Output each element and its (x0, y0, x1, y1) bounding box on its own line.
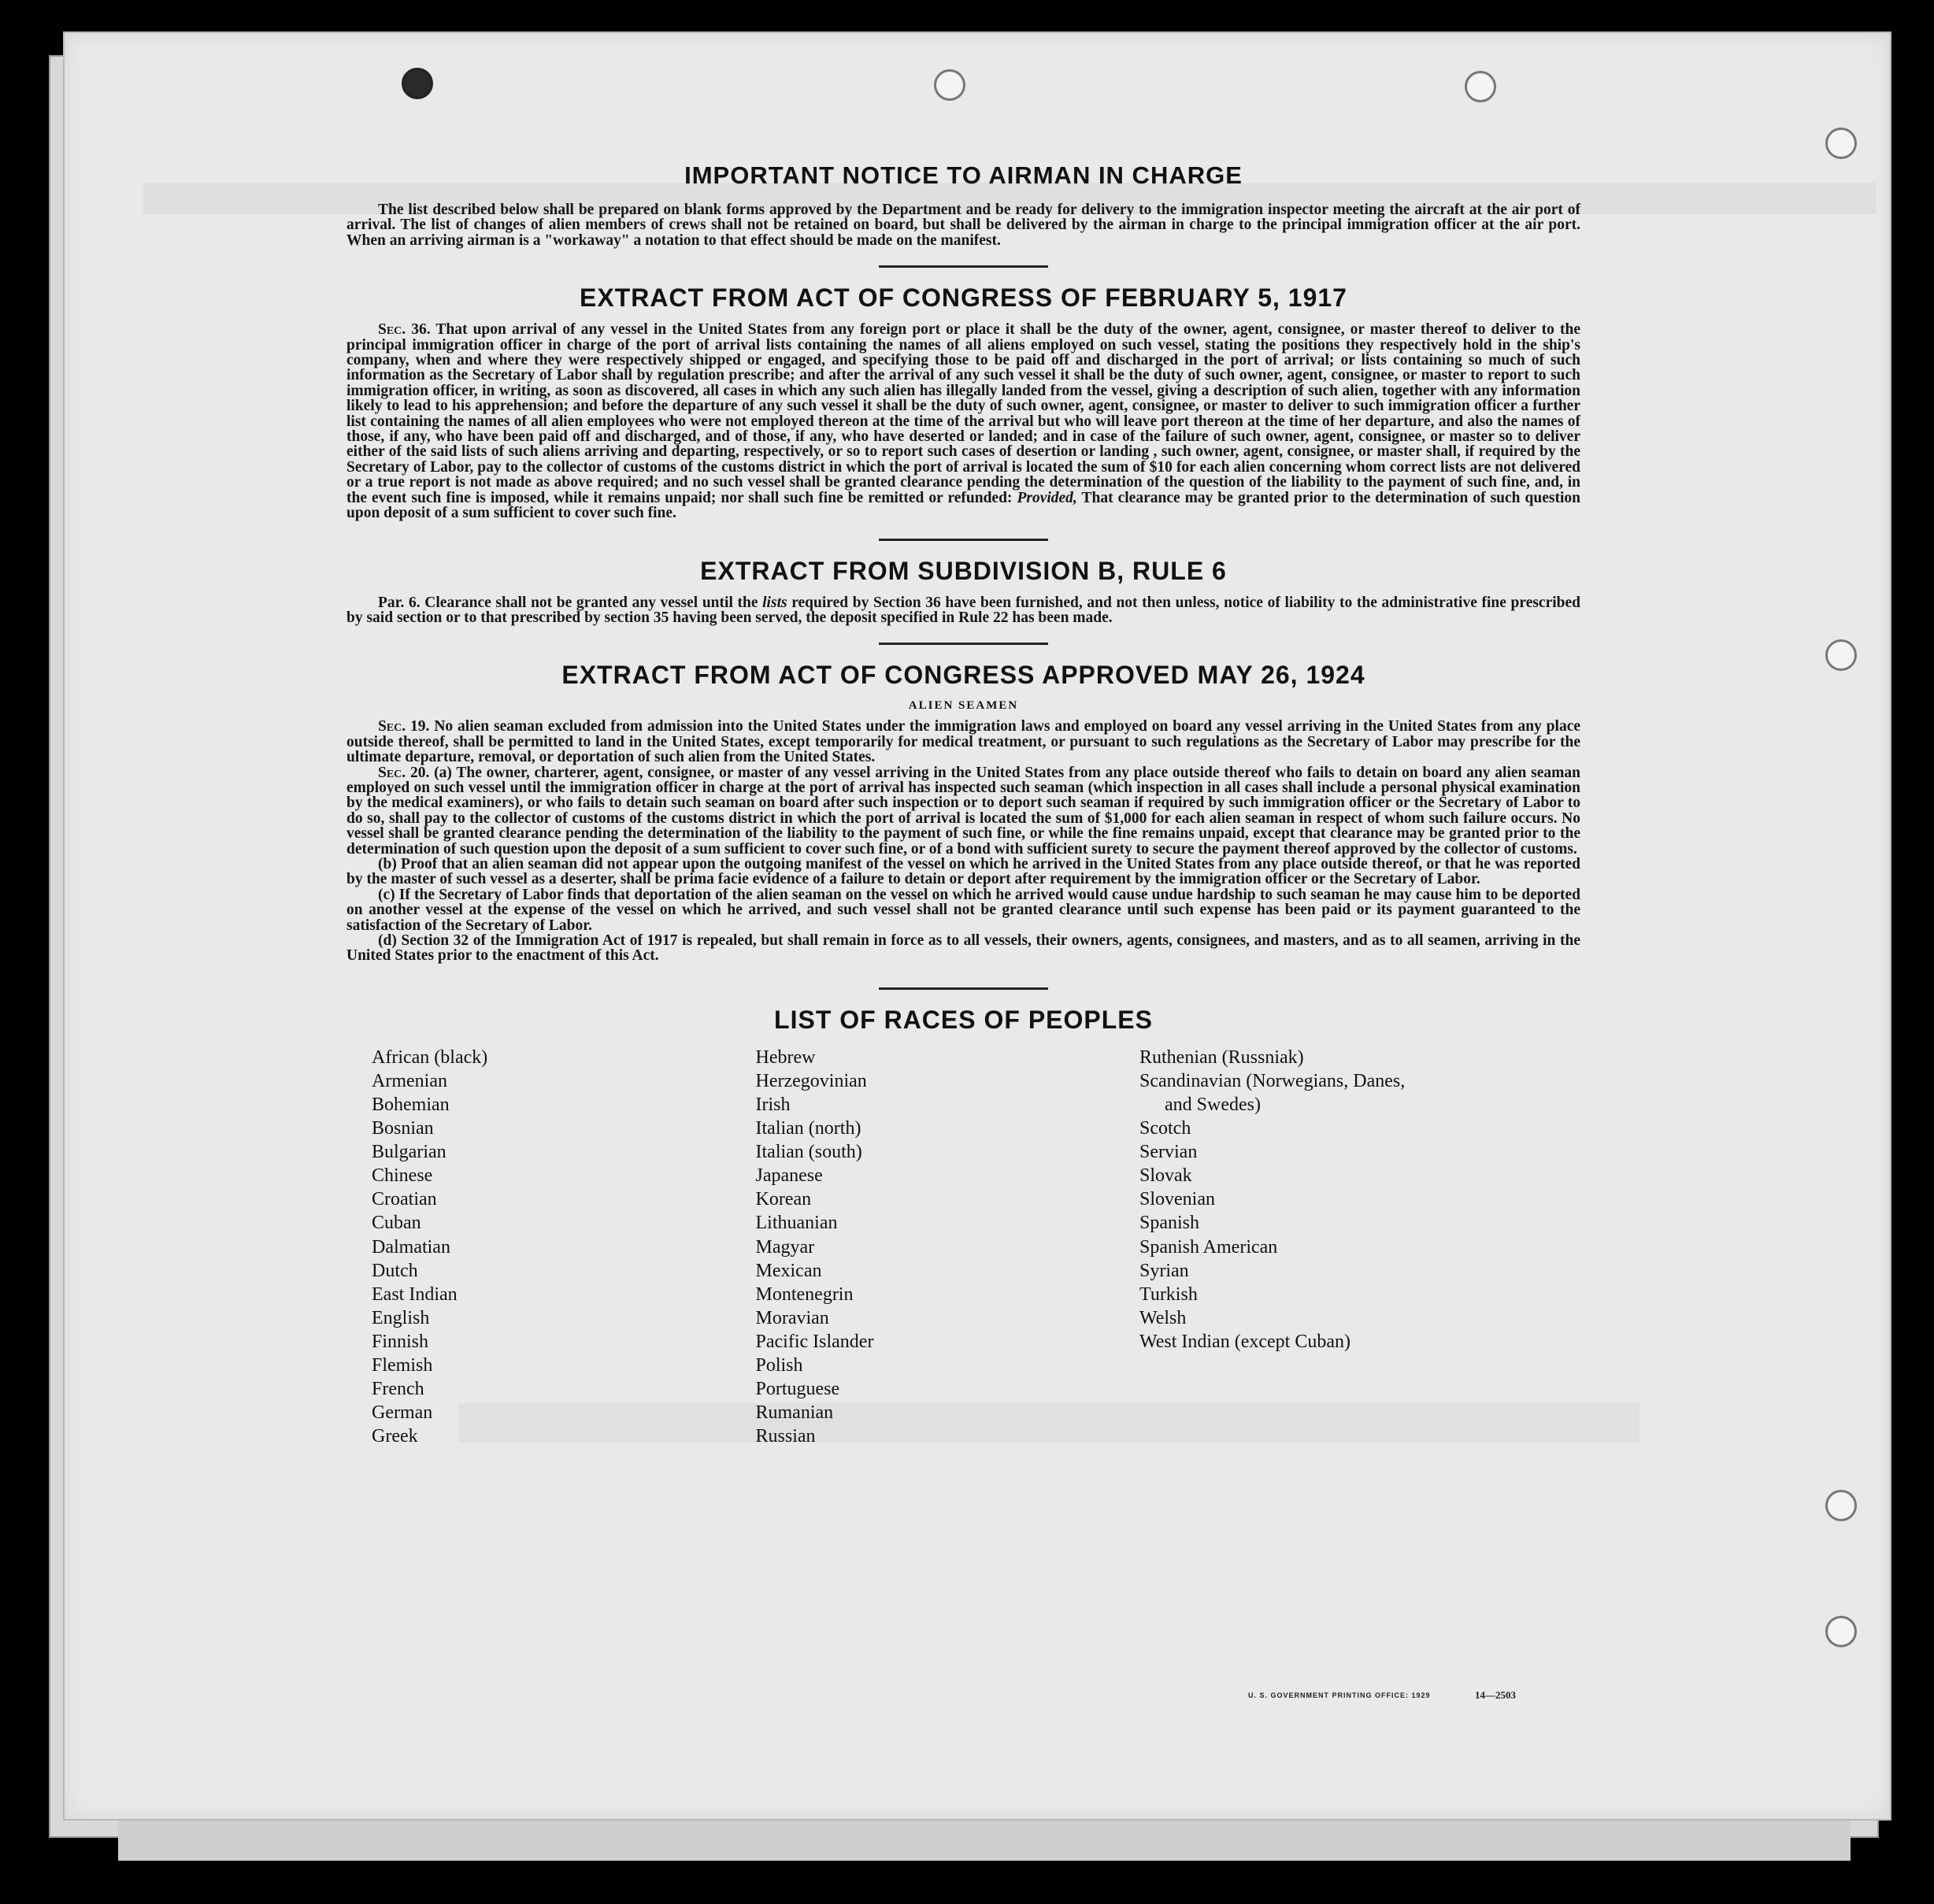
punch-hole (1825, 128, 1857, 159)
races-column-1 (372, 1046, 742, 1449)
race-item: Japanese (755, 1165, 823, 1187)
race-item: Rumanian (755, 1402, 834, 1424)
notice-body: The list described below shall be prepared on blank forms approved by the Department and be ready for delivery to the immigration inspector meeting the aircraft at the air port of arrival. The list of changes of alien members of crews shall not be retained on board, but shall be delivered by the airman in charge to the principal immigration officer at the air port. When an arriving airman is a "workaway" a notation to that effect should be made on the manifest. (346, 202, 1580, 249)
section-text: That clearance may be granted prior to the determination of such question upon deposit of a sum sufficient to cover such fine. (346, 489, 1580, 522)
race-item: Polish (755, 1355, 803, 1376)
divider (879, 265, 1048, 268)
races-list (346, 1046, 1580, 1449)
section-text: (a) The owner, charterer, agent, consignee, or master of any vessel arriving in the United States from any place outside thereof who fails to detain on board any alien seaman employed on such vessel until the immigration officer in charge at the port of arrival has inspected such seaman (which inspection in all cases shall include a personal physical examination by the medical examiners), or who fails to detain such seaman on board after such inspection or to deport such seaman if required by such immigration officer or the Secretary of Labor to do so, shall pay to the collector of customs of the customs district in which the port of arrival is located the sum of $1,000 for each alien seaman in respect of whom such failure occurs. No vessel shall be granted clearance pending the determination of the liability to the payment of such fine, or while the fine remains unpaid, except that clearance may be granted prior to the determination of such question upon the deposit of a sum sufficient to cover such fine, or of a bond with sufficient surety to secure the payment thereof approved by the collector of customs. (346, 764, 1580, 858)
race-item: Italian (north) (755, 1118, 861, 1139)
race-item: Turkish (1139, 1284, 1198, 1305)
race-item: Servian (1139, 1142, 1198, 1163)
race-item: Korean (755, 1189, 812, 1210)
race-item: Dutch (372, 1260, 418, 1281)
race-item: Croatian (372, 1189, 437, 1210)
paragraph-text: Par. 6. Clearance shall not be granted any vessel until the (378, 594, 758, 611)
race-item: Moravian (755, 1307, 829, 1328)
punch-hole (1825, 1616, 1857, 1647)
races-column-3 (1139, 1046, 1580, 1449)
punch-hole (1825, 639, 1857, 671)
race-item: Herzegovinian (755, 1070, 867, 1091)
race-item: French (372, 1379, 424, 1400)
race-item-continued: and Swedes) (1165, 1095, 1261, 1115)
race-item: Syrian (1139, 1260, 1189, 1281)
race-item: Russian (755, 1426, 816, 1447)
race-item: East Indian (372, 1284, 458, 1305)
race-item: Greek (372, 1426, 418, 1447)
race-item: West Indian (except Cuban) (1139, 1331, 1350, 1352)
section-text: That upon arrival of any vessel in the United States from any foreign port or place it shall be the duty of the owner, agent, consignee, or master thereof to deliver to the principal immigration officer in charge of the port of arrival lists containing the names of all aliens employed on such vessel, stating the positions they respectively hold in the ship's company, when and where they were respectively shipped or engaged, and specifying those to be paid off and discharged in the port of arrival; or lists containing so much of such information as the Secretary of Labor shall by regulation prescribe; and after the arrival of any such vessel it shall be the duty of such owner, agent, consignee, or master to report to such immigration officer, in writing, as soon as discovered, all cases in which any such alien has illegally landed from the vessel, giving a description of such alien, together with any information likely to lead to his apprehension; and before the departure of any such vessel it shall be the duty of such owner, agent, consignee, or master to deliver to such immigration officer a further list containing the names of all alien employees who were not employed thereon at the time of the arrival but who will leave port thereon at the time of her departure, and also the names of those, if any, who have been paid off and discharged, and of those, if any, who have deserted or landed; and in case of the failure of such owner, agent, consignee, or master so to deliver either of the said lists of such aliens arriving and departing, respectively, or so to report such cases of desertion or landing , such owner, agent, consignee, or master shall, if required by the Secretary of Labor, pay to the collector of customs of the customs district in which the port of arrival is located the sum of $10 for each alien concerning whom correct lists are not delivered or a true report is not made as above required; and no such vessel shall be granted clearance pending the determination of the question of the liability to the payment of such fine, and, in the event such fine is imposed, while it remains unpaid; nor shall such fine be remitted or refunded: (346, 321, 1581, 506)
act-1917-title: EXTRACT FROM ACT OF CONGRESS OF FEBRUARY 5, 1917 (580, 283, 1347, 313)
race-item: Finnish (372, 1331, 429, 1352)
alien-seamen-subtitle: ALIEN SEAMEN (908, 699, 1019, 713)
act-1924-section-20c: (c) If the Secretary of Labor finds that deportation of the alien seaman on the vessel on which he arrived would cause undue hardship to such seaman he may cause him to be deported on another vessel at the expense of the vessel on which he arrived, and such vessel shall not be granted clearance until such expense has been paid or its payment guaranteed to the satisfaction of the Secretary of Labor. (346, 886, 1580, 934)
race-item: Cuban (372, 1213, 421, 1234)
section-label: Sec. 19. (378, 718, 430, 735)
act-1924-section-20b: (b) Proof that an alien seaman did not appear upon the outgoing manifest of the vessel on which he arrived in the United States from any place outside thereof, or that he was reported by the master of such vessel as a deserter, shall be prima facie evidence of a failure to detain or deport after requirement by the immigration officer or the Secretary of Labor. (346, 855, 1580, 888)
race-item: Italian (south) (755, 1142, 862, 1163)
race-item: Welsh (1139, 1307, 1187, 1328)
race-item: African (black) (372, 1046, 488, 1068)
divider (879, 539, 1048, 541)
act-1924-section-20a (346, 765, 1580, 857)
section-text: No alien seaman excluded from admission into the United States under the immigration laws and employed on board any vessel arriving in the United States from any place outside thereof, shall be permitted to land in the United States, except temporarily for medical treatment, or pursuant to such regulations as the Secretary of Labor may prescribe for the ultimate departure, removal, or deportation of such alien from the United States. (346, 718, 1581, 766)
section-label: Sec. 20. (378, 764, 430, 781)
divider (879, 987, 1048, 990)
race-item: Portuguese (755, 1379, 840, 1400)
race-item: German (372, 1402, 433, 1424)
race-item: Mexican (755, 1260, 822, 1281)
punch-hole (1825, 1490, 1857, 1521)
act-1924-section-20d: (d) Section 32 of the Immigration Act of 1917 is repealed, but shall remain in force as to all vessels, their owners, agents, consignees, and masters, and as to all seamen, arriving in the United States prior to the enactment of this Act. (346, 932, 1580, 965)
race-item: Bulgarian (372, 1142, 446, 1163)
race-item: Irish (755, 1095, 791, 1115)
rule-6-title: EXTRACT FROM SUBDIVISION B, RULE 6 (700, 556, 1227, 585)
race-item: Dalmatian (372, 1236, 450, 1258)
printer-imprint: U. S. GOVERNMENT PRINTING OFFICE: 1929 (1248, 1691, 1431, 1699)
race-item: Scotch (1139, 1118, 1191, 1139)
race-item: Scandinavian (Norwegians, Danes, (1139, 1070, 1406, 1091)
punch-hole (934, 69, 965, 101)
punch-hole (1465, 71, 1496, 102)
race-item: Bohemian (372, 1095, 450, 1115)
notice-title: IMPORTANT NOTICE TO AIRMAN IN CHARGE (684, 161, 1243, 189)
divider (879, 643, 1048, 645)
race-item: English (372, 1307, 430, 1328)
race-item: Spanish American (1139, 1236, 1278, 1258)
punch-hole (402, 68, 433, 99)
paragraph-text: required by Section 36 have been furnished, and not then unless, notice of liability to the administrative fine prescribed by said section or to that prescribed by section 35 having been served, the deposit specified in Rule 22 has been made. (346, 594, 1581, 626)
section-label: Sec. 36. (378, 321, 431, 339)
race-item: Bosnian (372, 1118, 434, 1139)
race-item: Flemish (372, 1355, 433, 1376)
act-1924-section-19 (346, 719, 1580, 765)
rule-6-paragraph (346, 595, 1580, 626)
provided-word: Provided, (1017, 489, 1077, 506)
act-1917-section-36 (346, 322, 1580, 520)
document-content (346, 161, 1580, 1448)
lists-word: lists (762, 594, 787, 611)
race-item: Ruthenian (Russniak) (1139, 1046, 1304, 1068)
race-item: Armenian (372, 1070, 447, 1091)
race-item: Magyar (755, 1236, 815, 1258)
race-item: Spanish (1139, 1213, 1200, 1234)
form-code: 14—2503 (1475, 1689, 1516, 1701)
race-item: Lithuanian (755, 1213, 838, 1234)
act-1924-title: EXTRACT FROM ACT OF CONGRESS APPROVED MAY 26, 1924 (561, 661, 1365, 690)
race-item: Slovak (1139, 1165, 1192, 1187)
race-item: Chinese (372, 1165, 433, 1187)
races-column-2 (756, 1046, 1126, 1449)
race-item: Slovenian (1139, 1189, 1215, 1210)
race-item: Pacific Islander (755, 1331, 874, 1352)
race-item: Montenegrin (755, 1284, 854, 1305)
race-item: Hebrew (755, 1046, 816, 1068)
races-title: LIST OF RACES OF PEOPLES (774, 1005, 1153, 1034)
